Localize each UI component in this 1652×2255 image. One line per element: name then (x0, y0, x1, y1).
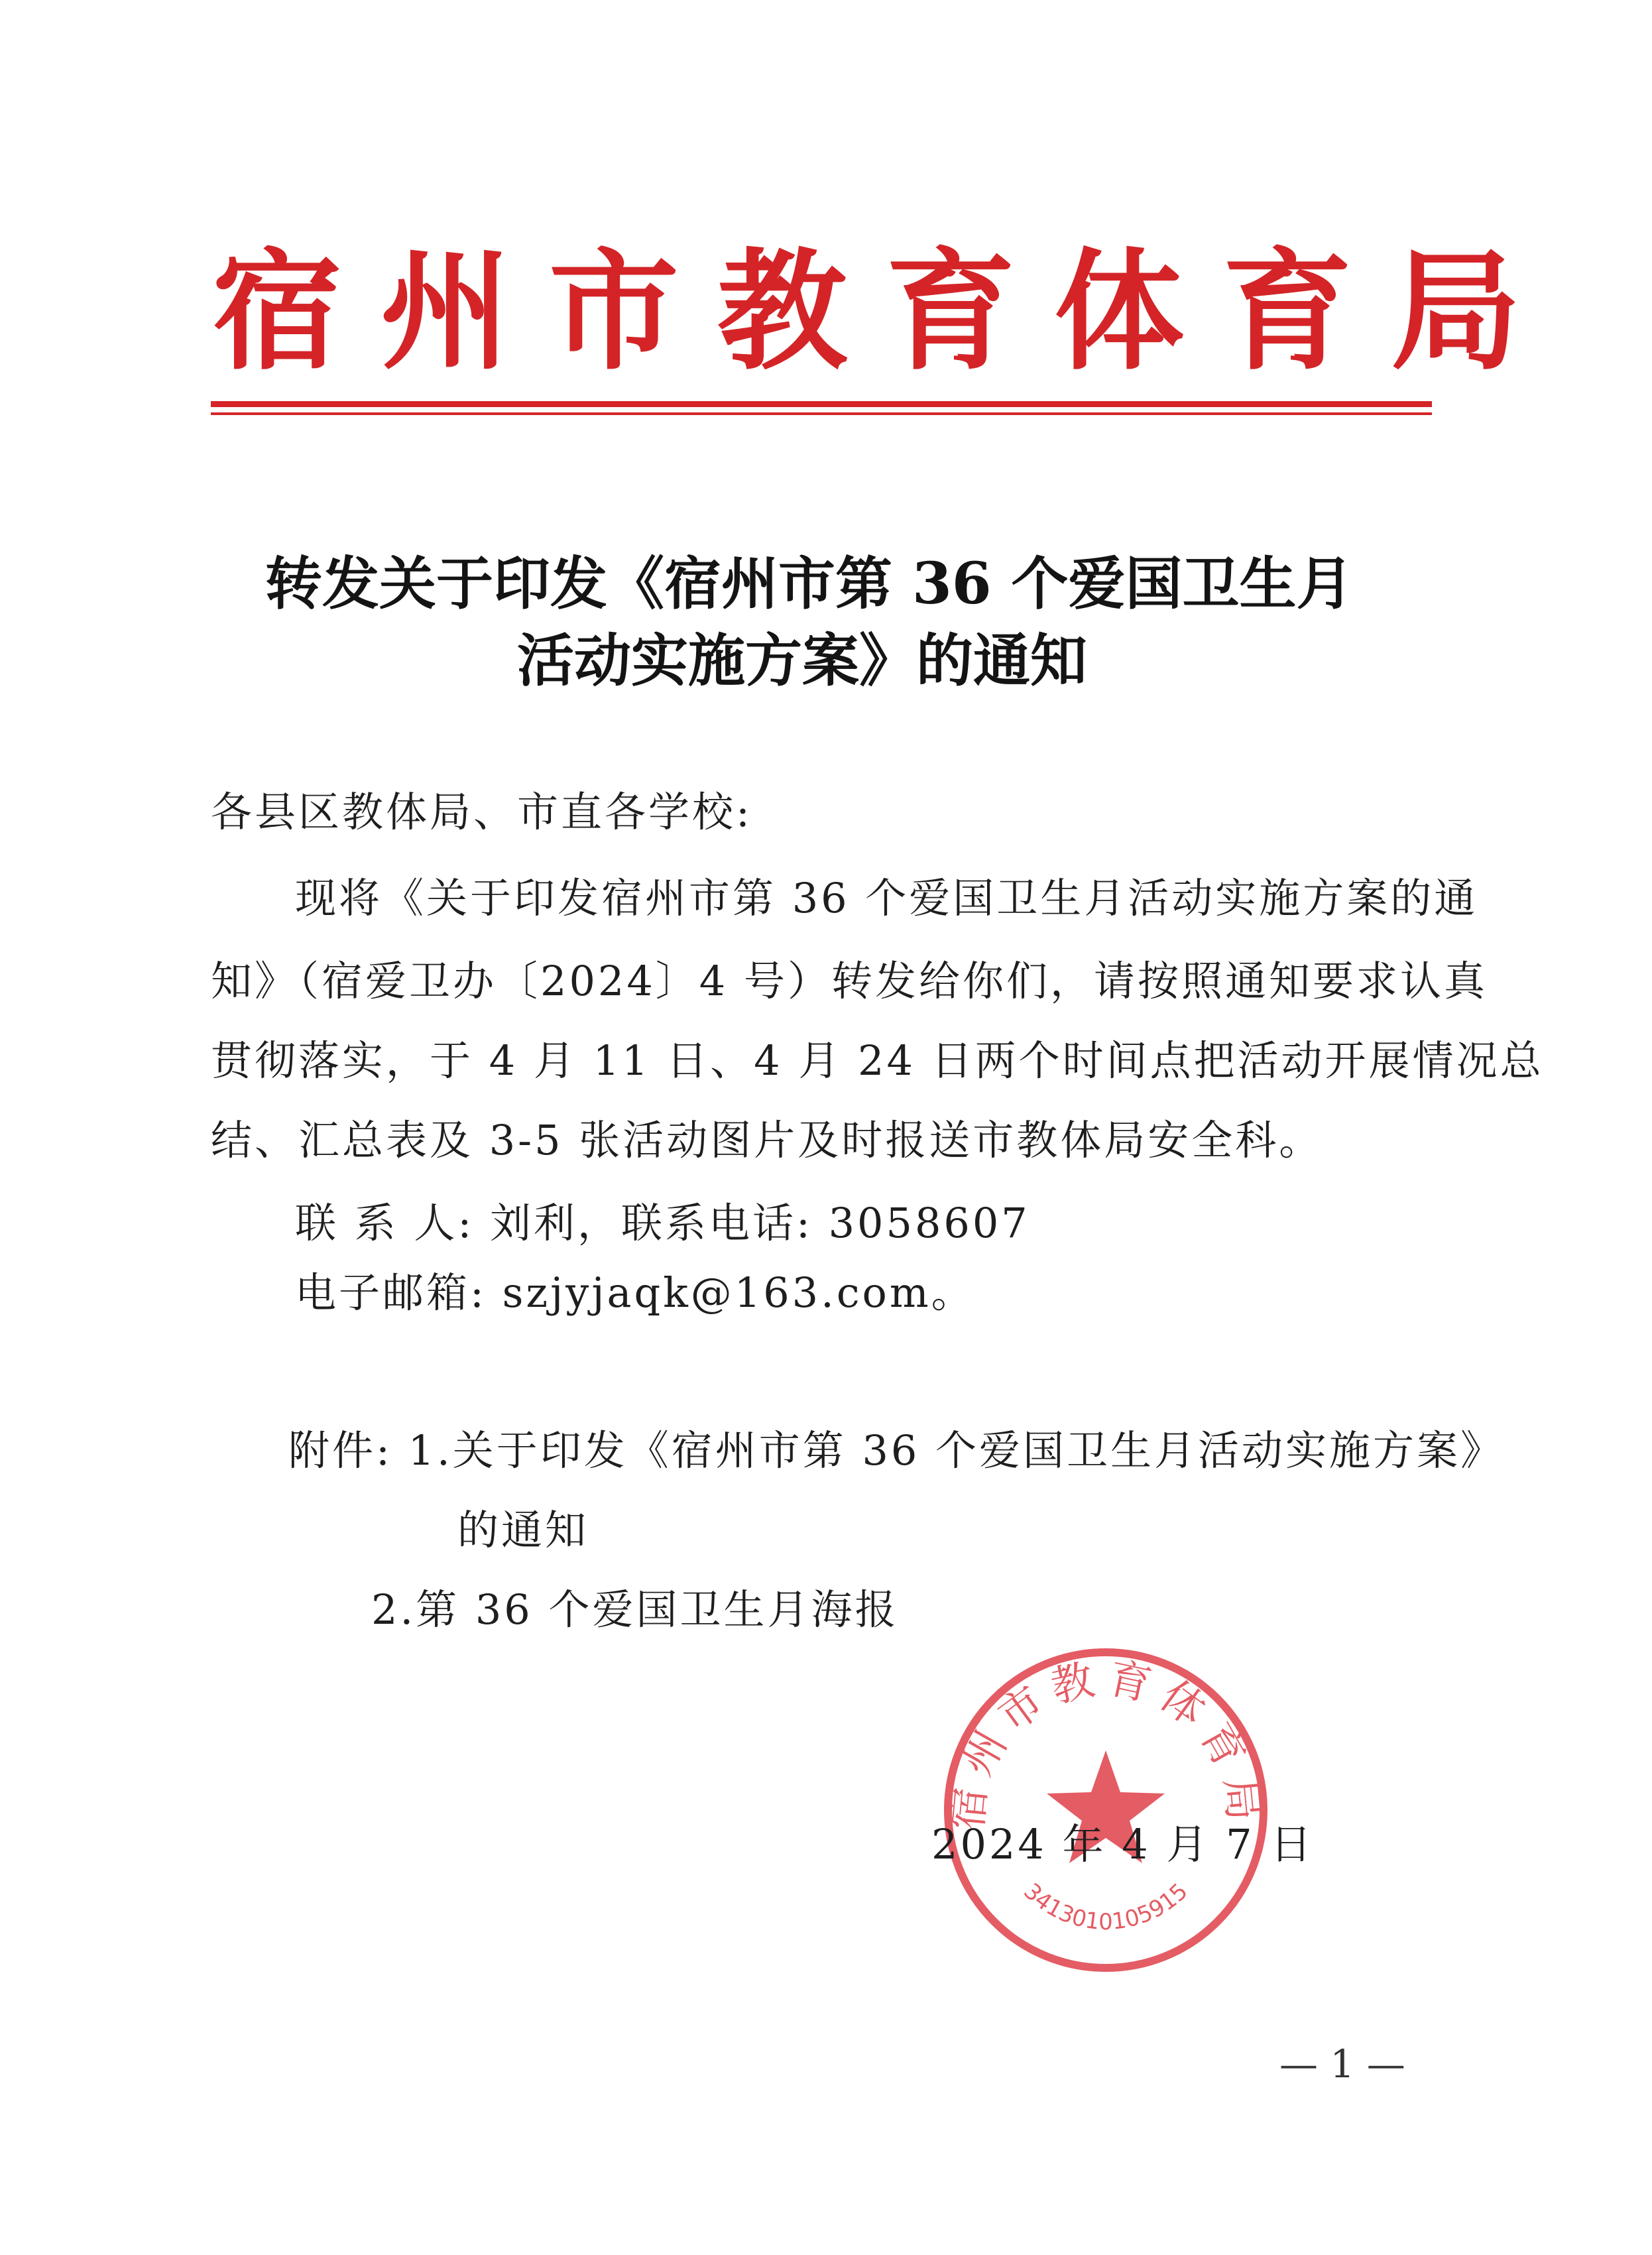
body-paragraph-line: 知》（宿爱卫办〔2024〕4 号）转发给你们，请按照通知要求认真 (211, 957, 1488, 1005)
letterhead-rule-thick (211, 401, 1432, 407)
body-paragraph-line: 结、汇总表及 3-5 张活动图片及时报送市教体局安全科。 (211, 1116, 1323, 1164)
addressee: 各县区教体局、市直各学校: (211, 788, 752, 836)
seal-code: 3413010105915 (1018, 1878, 1193, 1935)
attachment-item-1-continued: 的通知 (457, 1506, 589, 1554)
official-seal (933, 1638, 1278, 1982)
body-paragraph-line: 贯彻落实，于 4 月 11 日、4 月 24 日两个时间点把活动开展情况总 (211, 1036, 1544, 1085)
attachment-item-1: 附件: 1.关于印发《宿州市第 36 个爱国卫生月活动实施方案》 (288, 1426, 1505, 1475)
letterhead-rule-thin (211, 412, 1432, 415)
body-paragraph-line: 现将《关于印发宿州市第 36 个爱国卫生月活动实施方案的通 (295, 874, 1478, 922)
attachment-item-2: 2.第 36 个爱国卫生月海报 (371, 1585, 899, 1634)
letterhead-org-name: 宿州市教育体育局 (212, 235, 1560, 388)
document-title-line-1: 转发关于印发《宿州市第 36 个爱国卫生月 (265, 550, 1354, 617)
seal-text: 宿州市教育体育局 (943, 1654, 1269, 1832)
document-title-line-2: 活动实施方案》的通知 (517, 627, 1087, 694)
issue-date: 2024 年 4 月 7 日 (931, 1820, 1315, 1868)
page-number: — 1 — (1279, 2042, 1405, 2087)
email-info: 电子邮箱: szjyjaqk@163.com。 (295, 1268, 975, 1317)
contact-info: 联 系 人: 刘利，联系电话: 3058607 (295, 1199, 1030, 1247)
